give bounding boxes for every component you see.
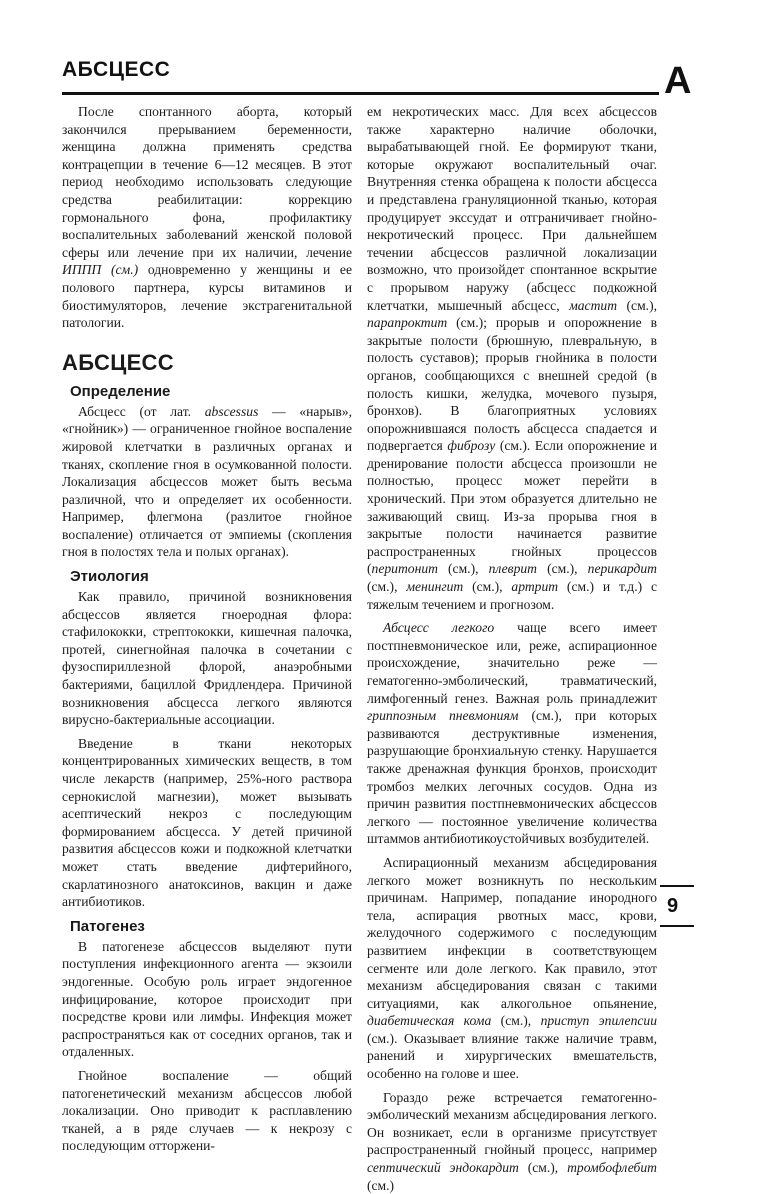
cross-reference: диабетическая кома	[367, 1013, 492, 1029]
definition-heading: Определение	[70, 382, 171, 400]
cross-reference: фиброзу	[447, 438, 496, 454]
right-column	[367, 103, 657, 1194]
article-title: АБСЦЕСС	[62, 349, 174, 375]
pathogenesis-heading: Патогенез	[70, 917, 145, 935]
cross-reference: тромбофлебит	[567, 1160, 657, 1176]
header-rule	[62, 92, 659, 95]
cross-reference: перитонит	[371, 561, 438, 577]
etiology-paragraph-2: Введение в ткани некоторых концентрированных химических веществ, в том числе лекарств (например, 25%-ного раствора сернокислой магнезии), может вызывать асептический некроз с последующим формированием абсцесса. У детей причиной развития абсцессов кожи и подкожной клетчатки может стать введение дифтерийного, скарлатинозного анатоксинов, вакцин и даже антибиотиков.	[62, 735, 352, 910]
intro-paragraph: После спонтанного аборта, который закончился прерыванием беременности, женщина должна применять средства контрацепции в течение 6—12 месяцев. В этот период необходимо использовать следующие средства реабилитации: коррекцию гормонального фона, профилактику воспалительных заболеваний женской половой сферы или лечение при их наличии, лечение ИППП (см.) одновременно у женщины и ее полового партнера, курсы витаминов и биостимуляторов, лечение экстрагенитальной патологии.	[62, 104, 352, 331]
section-letter: А	[664, 60, 692, 102]
cross-reference: парапроктит	[367, 315, 448, 331]
folio-rule-bottom	[660, 925, 694, 927]
cross-reference: менингит	[406, 579, 464, 595]
etiology-paragraph-1: Как правило, причиной возникновения абсцессов является гноеродная флора: стафилококки, стрептококки, кишечная палочка, протей, синегнойная палочка в сочетании с фузоспириллезной флорой, анаэробными бактериями, бациллой Фридлендера. Причиной возникновения абсцесса легкого являются вирусно-бактериальные ассоциации.	[62, 589, 352, 728]
etiology-heading: Этиология	[70, 568, 149, 586]
aspiration-paragraph: Аспирационный механизм абсцедирования легкого может возникнуть по нескольким причинам. Например, попадание инородного тела, аспирация рвотных масс, крови, желудочного содержимого с последующим развитием инфекции в соответствующем сегменте или доле легкого. Как правило, этот механизм абсцедирования связан с такими ситуациями, как алкогольное опьянение, диабетическая кома (см.), приступ эпилепсии (см.). Оказывает влияние также наличие травм, ранений и хирургических вмешательств, особенно на голове и шее.	[367, 854, 657, 1082]
cross-reference: септический эндокардит	[367, 1160, 519, 1176]
cross-reference: гриппозным пневмониям	[367, 708, 519, 724]
cross-reference: плеврит	[488, 561, 537, 577]
page-number: 9	[667, 895, 679, 917]
folio-rule-top	[660, 885, 694, 887]
latin-term: abscessus	[204, 403, 259, 419]
hematogenous-paragraph: Гораздо реже встречается гематогенно-эмболический механизм абсцедирования легкого. Он возникает, если в организме присутствует распространенный гнойный процесс, например септический эндокардит (см.), тромбофлебит (см.)	[367, 1089, 657, 1193]
running-head-title: АБСЦЕСС	[62, 58, 171, 81]
cross-reference: приступ эпилепсии	[540, 1013, 657, 1029]
cross-reference: артрит	[511, 579, 559, 595]
pathogenesis-paragraph-2: Гнойное воспаление — общий патогенетический механизм абсцессов любой локализации. Оно приводит к расплавлению тканей, а в ряде случаев — к некрозу с последующим отторжени-	[62, 1067, 352, 1154]
cross-reference: перикардит	[587, 561, 657, 577]
term: Абсцесс легкого	[383, 620, 495, 636]
pathogenesis-paragraph-1: В патогенезе абсцессов выделяют пути поступления инфекционного агента — экзоили эндогенные. Особую роль играет эндогенное инфицирование, которое происходит при посредстве крови или лимфы. Инфекция может распространяться как от соседних органов, так и отдаленных.	[62, 938, 352, 1060]
continuation-paragraph: ем некротических масс. Для всех абсцессов также характерно наличие оболочки, вырабатывающей гной. Ее формируют ткани, которые окружают воспалительный очаг. Внутренняя стенка обращена к полости абсцесса и представлена грануляционной тканью, которая продуцирует экссудат и отграничивает гнойно-некротический процесс. При дальнейшем течении абсцессов различной локализации возможно, что произойдет спонтанное вскрытие с прорывом наружу (абсцесс подкожной клетчатки, мышечный абсцесс, мастит (см.), парапроктит (см.); прорыв и опорожнение в закрытые полости (брюшную, плевральную, в полость суставов); прорыв гнойника в полости органов, сообщающихся с внешней средой (в полость кишки, желудка, мочевого пузыря, бронхов). В благоприятных условиях опорожнившаяся полость абсцесса спадается и подвергается фиброзу (см.). Если опорожнение и дренирование полости абсцесса произошли не полностью, процесс может перейти в хронический. При этом образуется длительно не заживающий свищ. Из-за прорыва гноя в закрытые полости начинается развитие распространенных гнойных процессов (перитонит (см.), плеврит (см.), перикардит (см.), менингит (см.), артрит (см.) и т.д.) с тяжелым течением и прогнозом.	[367, 104, 657, 612]
left-column	[62, 103, 352, 1155]
definition-paragraph: Абсцесс (от лат. abscessus — «нарыв», «гнойник») — ограниченное гнойное воспаление жировой клетчатки в различных органах и тканях, скопление гноя в осумкованной полости. Локализация абсцессов может быть весьма различной, что и определяет их особенности. Например, флегмона (разлитое гнойное воспаление) отличается от эмпиемы (скопления гноя в полостях тела и полых органах).	[62, 403, 352, 560]
lung-abscess-paragraph: Абсцесс легкого чаще всего имеет постпневмоническое или, реже, аспирационное происхождение, значительно реже — гематогенно-эмболический, травматический, лимфогенный генез. Важная роль принадлежит гриппозным пневмониям (см.), при которых развиваются деструктивные изменения, разрушающие бронхиальную стенку. Нарушается также дренажная функция бронхов, происходит тромбоз мелких легочных сосудов. Одна из причин развития постпневмонических абсцессов легкого — постоянное увеличение количества штаммов антибиотикоустойчивых возбудителей.	[367, 620, 657, 847]
cross-reference: мастит	[569, 297, 618, 313]
cross-reference: ИППП (см.)	[62, 262, 139, 278]
